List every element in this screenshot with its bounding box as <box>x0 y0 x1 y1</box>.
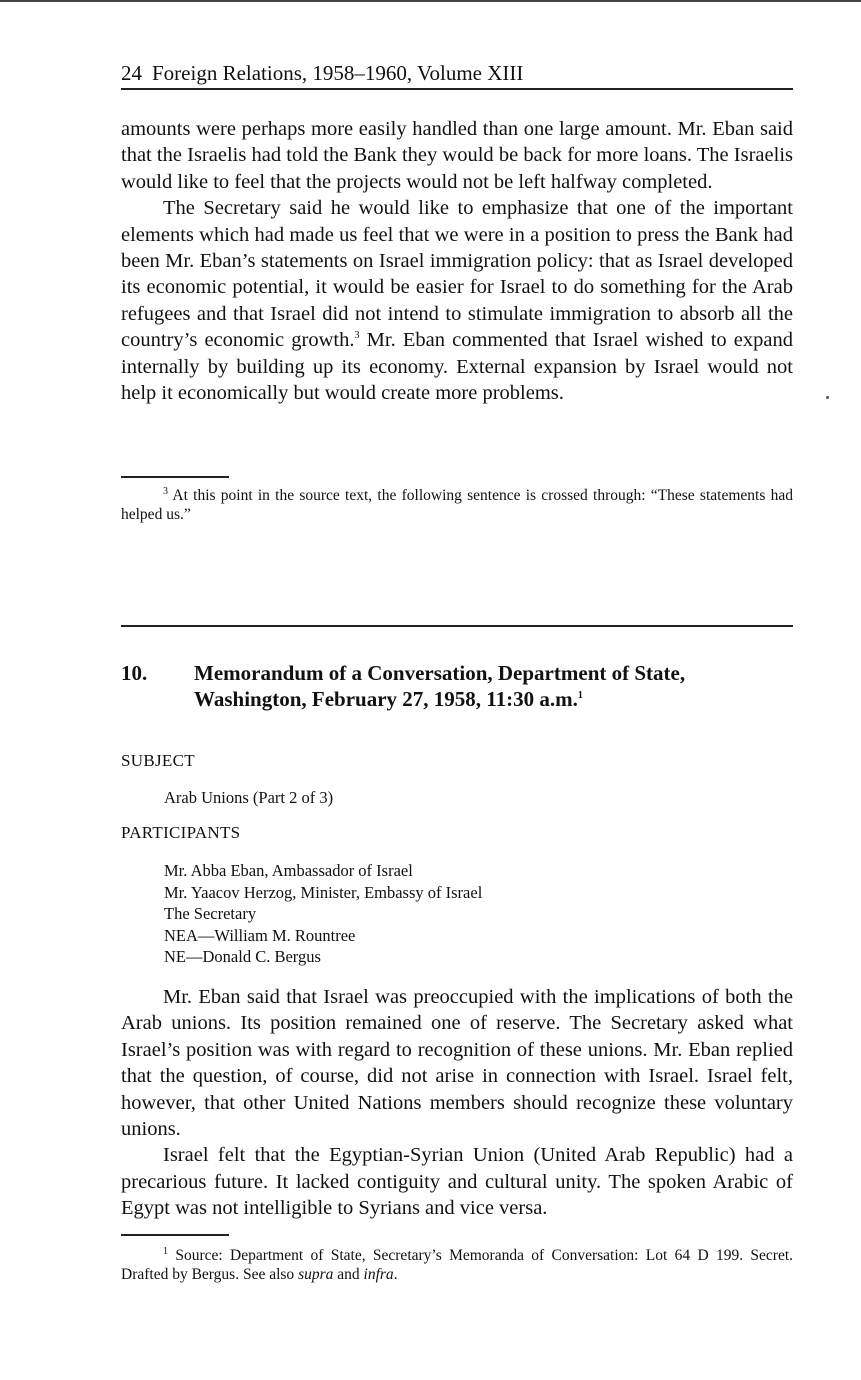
document-number: 10. <box>121 661 148 685</box>
title-line: Memorandum of a Conversation, Department of State, <box>194 661 686 685</box>
paragraph-text: Mr. Eban commented that Israel wished to expand internally by building up its economy. External expansion by Israel would not help it economically but would create more problems. <box>121 329 793 405</box>
footnote-ref-3[interactable]: 3 <box>354 330 360 342</box>
footnote-infra: infra <box>363 1266 394 1283</box>
participant: The Secretary <box>164 904 257 923</box>
footnote-divider <box>121 476 229 478</box>
running-head <box>121 60 793 90</box>
scan-speck <box>826 396 829 399</box>
continued-text <box>121 116 793 406</box>
footnote-marker: 1 <box>163 1245 168 1257</box>
document-title <box>194 660 793 712</box>
footnote-supra: supra <box>298 1266 334 1283</box>
page-number: 24 <box>121 61 142 85</box>
footnote-text: Source: Department of State, Secretary’s Memoranda of Conversation: Lot 64 D 199. Secret. Drafted by Bergus. See also <box>121 1247 794 1283</box>
memorandum-body <box>121 984 793 1222</box>
paragraph-secretary <box>121 195 793 406</box>
participant: NEA—William M. Rountree <box>164 925 356 945</box>
footnote-1: $^1$ Source: Department of State, Secretary’s Memoranda of Conversation: Lot 64 D 199. Secret. Drafted by Bergus. See also supra and infra. <box>121 1245 794 1283</box>
volume-title: Foreign Relations, 1958–1960, Volume XIII <box>152 61 524 85</box>
footnote-3 <box>121 486 793 524</box>
document-heading <box>121 660 793 712</box>
footnote-divider <box>121 1234 229 1236</box>
paragraph: Israel felt that the Egyptian-Syrian Union (United Arab Republic) had a precarious future. It lacked contiguity and cultural unity. The spoken Arabic of Egypt was not intelligible to Syrians and vice versa. <box>121 1144 793 1220</box>
subject-value: Arab Unions (Part 2 of 3) <box>164 788 334 807</box>
participants-label: PARTICIPANTS <box>121 823 241 842</box>
paragraph-continued: amounts were perhaps more easily handled than one large amount. Mr. Eban said that the Israelis had told the Bank they would be back for more loans. The Israelis would like to feel that the projects would not be left halfway completed. <box>121 118 793 193</box>
paragraph: Mr. Eban said that Israel was preoccupied with the implications of both the Arab unions. Its position remained one of reserve. The Secretary asked what Israel’s position was with regard to recognition of these unions. Mr. Eban replied that the question, of course, did not arise in connection with Israel. Israel felt, however, that other United Nations members should recognize these voluntary unions. <box>121 986 793 1141</box>
page-top-border <box>0 0 861 2</box>
title-line: Washington, February 27, 1958, 11:30 a.m.$^1$ <box>194 687 583 711</box>
participant: NE—Donald C. Bergus <box>164 947 321 966</box>
participant: Mr. Abba Eban, Ambassador of Israel <box>164 861 413 880</box>
participant: Mr. Yaacov Herzog, Minister, Embassy of Israel <box>164 882 483 902</box>
footnote-text: At this point in the source text, the following sentence is crossed through: “These statements had helped us.” <box>121 487 793 523</box>
subject-label: SUBJECT <box>121 751 195 770</box>
footnote-ref-1[interactable]: 1 <box>577 690 583 701</box>
section-divider <box>121 625 793 627</box>
footnote-marker: 3 <box>163 485 168 497</box>
paragraph-text: The Secretary said he would like to emphasize that one of the important elements which had made us feel that we were in a position to press the Bank had been Mr. Eban’s statements on Israel immigration policy: that as Israel developed its economic potential, it would be easier for Israel to do something for the Arab refugees and that Israel did not intend to stimulate immigration to absorb all the country’s economic growth. <box>121 197 793 352</box>
participants-list <box>164 860 482 968</box>
